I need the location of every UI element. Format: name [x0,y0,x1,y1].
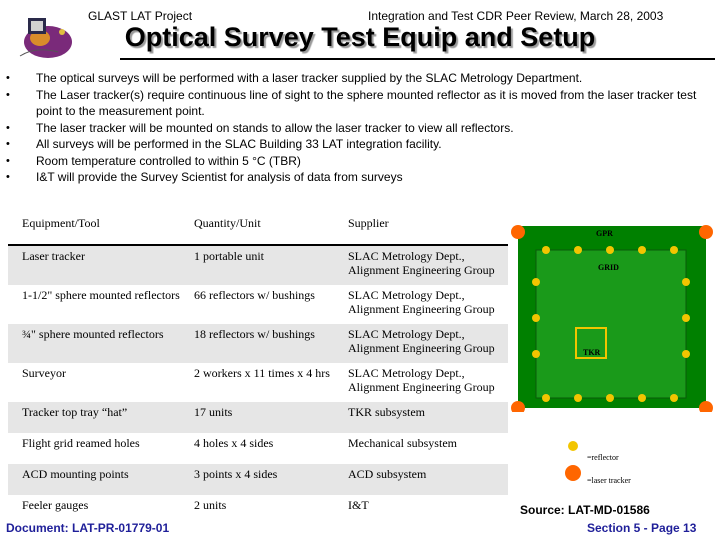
grid-area [536,250,686,398]
reflector-marker [606,246,614,254]
cell-equipment: 1-1/2" sphere mounted reflectors [8,285,186,324]
bullet-dot: • [6,171,10,183]
header-supplier: Supplier [340,208,508,245]
cell-quantity: 3 points x 4 sides [186,464,340,495]
equipment-table [8,208,508,526]
title-underline [120,58,715,60]
bullet-item [6,70,706,87]
cell-equipment: Feeler gauges [8,495,186,526]
diagram-legend [560,440,710,490]
header-equipment: Equipment/Tool [8,208,186,245]
bullet-dot: • [6,121,10,134]
table-row [8,285,508,324]
bullet-text: Room temperature controlled to within 5 °C (TBR) [36,153,301,168]
source-reference: Source: LAT-MD-01586 [520,503,650,517]
reflector-marker [532,278,540,286]
cell-quantity: 4 holes x 4 sides [186,433,340,464]
reflector-marker [542,246,550,254]
laser-tracker-marker [511,225,525,239]
reflector-legend-icon [568,441,578,451]
bullet-item [6,153,706,170]
reflector-marker [682,278,690,286]
tkr-label: TKR [583,348,601,357]
table-row [8,433,508,464]
cell-quantity: 1 portable unit [186,245,340,285]
reflector-marker [574,246,582,254]
cell-equipment: Laser tracker [8,245,186,285]
bullet-dot: • [6,154,10,167]
bullet-list [6,70,706,186]
cell-supplier: Mechanical subsystem [340,433,508,464]
cell-supplier: SLAC Metrology Dept., Alignment Engineering Group [340,285,508,324]
reflector-legend-label: =reflector [587,453,619,462]
bullet-item [6,169,706,186]
cell-supplier: SLAC Metrology Dept., Alignment Engineering Group [340,324,508,363]
bullet-text: The Laser tracker(s) require continuous line of sight to the sphere mounted reflector as it is moved from the laser tracker test point to the measurement point. [36,87,697,118]
cell-equipment: Tracker top tray “hat” [8,402,186,433]
bullet-dot: • [6,72,10,84]
table-row [8,363,508,402]
bullet-text: I&T will provide the Survey Scientist for analysis of data from surveys [36,170,403,184]
reflector-marker [606,394,614,402]
cell-equipment: Flight grid reamed holes [8,433,186,464]
reflector-marker [532,314,540,322]
bullet-dot: • [6,138,10,150]
header-quantity: Quantity/Unit [186,208,340,245]
cell-quantity: 2 units [186,495,340,526]
bullet-dot: • [6,88,10,101]
cell-supplier: I&T [340,495,508,526]
page-number: Section 5 - Page 13 [587,521,697,535]
reflector-marker [670,246,678,254]
reflector-marker [532,350,540,358]
reflector-marker [638,246,646,254]
bullet-text: The optical surveys will be performed with a laser tracker supplied by the SLAC Metrology Department. [36,71,583,85]
bullet-item [6,120,706,137]
cell-supplier: ACD subsystem [340,464,508,495]
cell-quantity: 18 reflectors w/ bushings [186,324,340,363]
laser-tracker-legend-icon [565,465,581,481]
cell-equipment: ACD mounting points [8,464,186,495]
project-name: GLAST LAT Project [88,9,193,23]
reflector-marker [638,394,646,402]
slide-title: Optical Survey Test Equip and Setup [124,22,596,52]
cell-supplier: SLAC Metrology Dept., Alignment Engineering Group [340,245,508,285]
reflector-marker [542,394,550,402]
bullet-item [6,87,706,120]
cell-quantity: 66 reflectors w/ bushings [186,285,340,324]
reflector-marker [574,394,582,402]
laser-tracker-legend-label: =laser tracker [587,476,631,485]
bullet-text: The laser tracker will be mounted on stands to allow the laser tracker to view all reflectors. [36,120,514,135]
reflector-marker [682,350,690,358]
cell-supplier: SLAC Metrology Dept., Alignment Engineering Group [340,363,508,402]
bullet-text: All surveys will be performed in the SLAC Building 33 LAT integration facility. [36,137,442,151]
cell-equipment: ¾" sphere mounted reflectors [8,324,186,363]
table-row [8,245,508,285]
bullet-item [6,136,706,153]
survey-layout-diagram [510,218,716,412]
table-row [8,402,508,433]
cell-quantity: 17 units [186,402,340,433]
table-row [8,324,508,363]
cell-quantity: 2 workers x 11 times x 4 hrs [186,363,340,402]
gpr-label: GPR [596,229,613,238]
grid-label: GRID [598,263,619,272]
document-id: Document: LAT-PR-01779-01 [6,521,170,535]
table-header-row [8,208,508,245]
reflector-marker [670,394,678,402]
table-row [8,464,508,495]
laser-tracker-marker [699,225,713,239]
reflector-marker [682,314,690,322]
cell-supplier: TKR subsystem [340,402,508,433]
review-title: Integration and Test CDR Peer Review, March 28, 2003 [368,9,664,23]
cell-equipment: Surveyor [8,363,186,402]
